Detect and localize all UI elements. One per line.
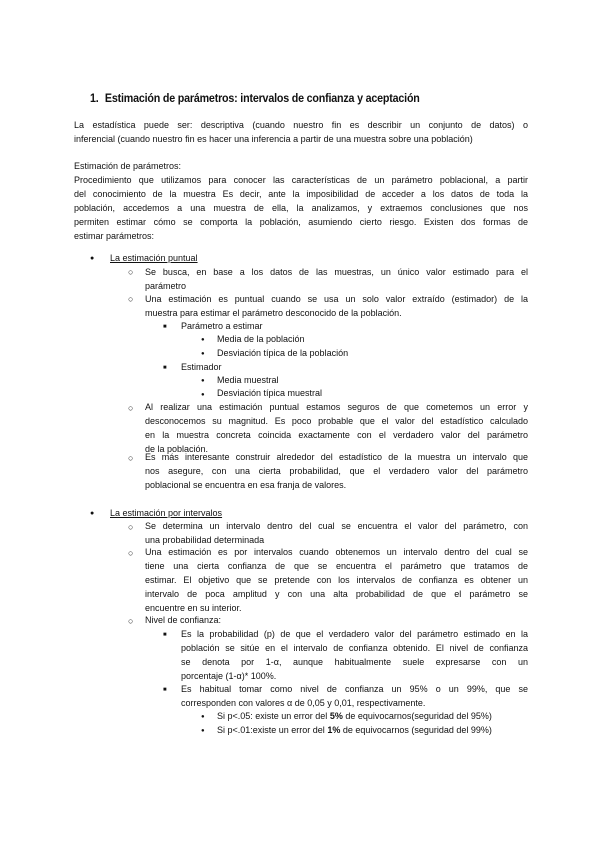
text-line: porcentaje (1-α)* 100%.	[181, 671, 277, 681]
text-line: Al realizar una estimación puntual estamos seguros de que cometemos un error y	[145, 402, 528, 412]
heading-title: Estimación de parámetros: intervalos de confianza y aceptación	[104, 93, 420, 105]
text-line: encuentre en su interior.	[145, 603, 242, 613]
circle-bullet-icon: ○	[128, 548, 134, 558]
text-line: de la población.	[145, 444, 209, 454]
circle-bullet-icon: ○	[128, 522, 134, 532]
text-line: intervalo de poca amplitud y con una alta probabilidad de que el parámetro se	[145, 589, 528, 599]
text-span: de equivocarnos(seguridad del 95%)	[342, 711, 492, 721]
text-line: Es la probabilidad (p) de que el verdadero valor del parámetro estimado en la	[181, 629, 528, 639]
text-line: inferencial (cuando nuestro fin es hacer una inferencia a partir de una muestra sobre una población)	[74, 134, 473, 144]
square-bullet-icon: ■	[163, 632, 167, 638]
text-line: parámetro	[145, 281, 187, 291]
list-item: Nivel de confianza:	[145, 615, 222, 625]
text-line: Se determina un intervalo dentro del cual se encuentra el valor del parámetro, con	[145, 521, 528, 531]
square-bullet-icon: ■	[163, 365, 167, 371]
bullet-icon: ●	[201, 392, 205, 398]
list-item: Estimador	[181, 362, 222, 372]
text-line: poblacional se encuentra en esa franja de valores.	[145, 480, 347, 490]
text-line: nos asegure, con una cierta probabilidad, que el verdadero valor del parámetro	[145, 466, 528, 476]
list-item	[145, 450, 528, 492]
paragraph-title: Estimación de parámetros:	[74, 161, 182, 171]
text-line: desconocemos su magnitud. Es poco probable que el valor del estadístico calculado	[145, 416, 528, 426]
list-item: Media muestral	[217, 375, 279, 385]
list-item	[181, 682, 528, 710]
list-item	[181, 627, 528, 683]
list-item: Parámetro a estimar	[181, 321, 263, 331]
list-item	[145, 400, 528, 456]
text-line: en la muestra concreta coincida exactamente con el verdadero valor del parámetro	[145, 430, 528, 440]
list-item	[217, 709, 492, 723]
square-bullet-icon: ■	[163, 324, 167, 330]
list-title-puntual: La estimación puntual	[110, 253, 198, 263]
circle-bullet-icon: ○	[128, 294, 134, 304]
text-line: corresponden con valores α de 0,05 y 0,01, respectivamente.	[181, 698, 426, 708]
square-bullet-icon: ■	[163, 687, 167, 693]
bullet-icon: ●	[90, 255, 95, 262]
list-item	[145, 545, 528, 615]
text-span: Si p<.01:existe un error del	[217, 725, 328, 735]
text-line: Es más interesante construir alrededor del estadístico de la muestra un intervalo que	[145, 452, 528, 462]
circle-bullet-icon: ○	[128, 267, 134, 277]
text-line: Se busca, en base a los datos de las muestras, un único valor estimado para el	[145, 267, 528, 277]
text-line: muestra para estimar el parámetro desconocido de la población.	[145, 308, 402, 318]
text-line: población se sitúe en el intervalo de confianza obtenido. El nivel de confianza	[181, 643, 528, 653]
list-item: Desviación típica de la población	[217, 348, 349, 358]
bold-value: 1%	[327, 725, 341, 735]
intro-paragraph	[74, 118, 528, 146]
text-line: una probabilidad determinada	[145, 535, 265, 545]
circle-bullet-icon: ○	[128, 453, 134, 463]
text-span: Si p<.05: existe un error del	[217, 711, 330, 721]
text-line: estimar parámetros:	[74, 231, 155, 241]
bullet-icon: ●	[201, 351, 205, 357]
text-line: Es habitual tomar como nivel de confianza un 95% o un 99%, que se	[181, 684, 528, 694]
bullet-icon: ●	[201, 728, 205, 734]
heading-number: 1.	[90, 93, 99, 105]
list-item	[145, 292, 528, 320]
text-line: La estadística puede ser: descriptiva (cuando nuestro fin es describir un conjunto de datos) o	[74, 120, 528, 130]
list-item: Desviación típica muestral	[217, 388, 323, 398]
text-line: población, accedemos a una muestra de ella, la analizamos, y extraemos conclusiones que nos	[74, 203, 528, 213]
list-item	[145, 519, 528, 547]
text-line: Una estimación es por intervalos cuando obtenemos un intervalo dentro del cual se	[145, 547, 528, 557]
text-line: Una estimación es puntual cuando se usa un solo valor extraído (estimador) de la	[145, 294, 528, 304]
section-heading	[90, 93, 420, 105]
text-line: estimar. El objetivo que se pretende con los intervalos de confianza es obtener un	[145, 575, 528, 585]
text-line: tiene una cierta confianza de que se encuentra el parámetro que tratamos de	[145, 561, 528, 571]
list-item	[145, 265, 528, 293]
list-item: Media de la población	[217, 334, 305, 344]
text-line: Procedimiento que utilizamos para conocer las características de un parámetro poblacional, a partir	[74, 175, 528, 185]
bullet-icon: ●	[201, 337, 205, 343]
list-title-intervalos: La estimación por intervalos	[110, 508, 223, 518]
bullet-icon: ●	[201, 378, 205, 384]
text-line: permiten estimar cómo se comporta la población, asumiendo cierto riesgo. Existen dos formas de	[74, 217, 528, 227]
bullet-icon: ●	[90, 510, 95, 517]
estimation-paragraph	[74, 159, 528, 243]
circle-bullet-icon: ○	[128, 616, 134, 626]
bullet-icon: ●	[201, 714, 205, 720]
text-line: del conocimiento de la muestra Es decir, ante la imposibilidad de acceder a los datos de toda la	[74, 189, 528, 199]
circle-bullet-icon: ○	[128, 403, 134, 413]
text-span: de equivocarnos (seguridad del 99%)	[340, 725, 492, 735]
bold-value: 5%	[329, 711, 343, 721]
list-item	[217, 723, 492, 737]
text-line: se denota por 1-α, aunque habitualmente suele expresarse con un	[181, 657, 528, 667]
